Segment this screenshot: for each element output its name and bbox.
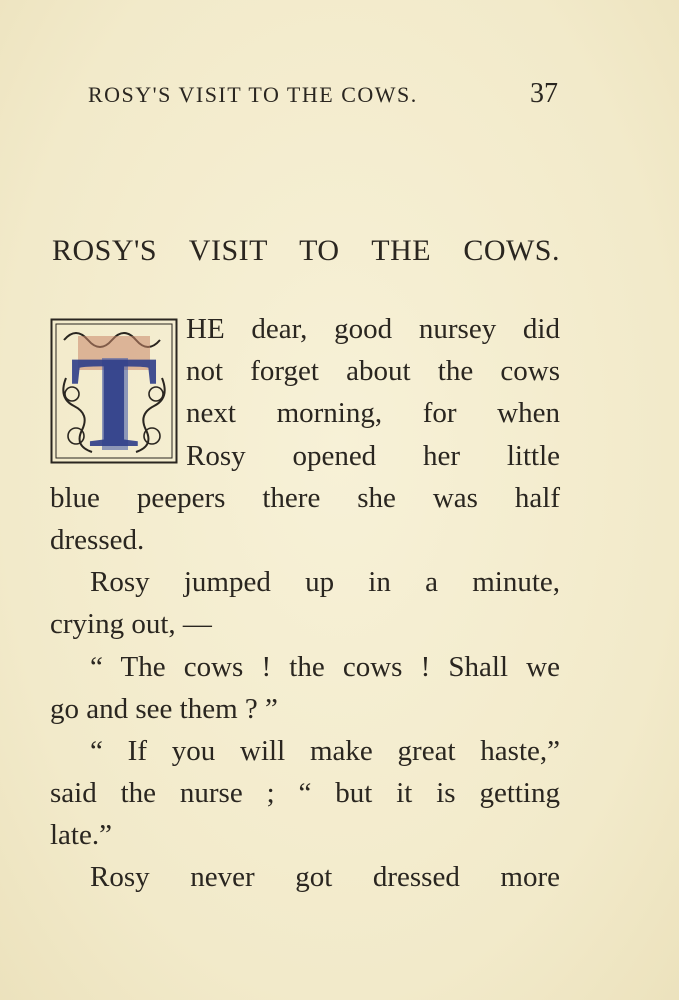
text-line: “ The cows ! the cows ! Shall we bbox=[90, 650, 560, 683]
drop-cap-letter: T bbox=[69, 328, 159, 464]
text-line: crying out, — bbox=[50, 608, 212, 641]
text-line: blue peepers there she was half bbox=[50, 481, 560, 514]
running-head-title: ROSY'S VISIT TO THE COWS. bbox=[88, 82, 418, 107]
text-line: Rosy jumped up in a minute, bbox=[90, 566, 560, 599]
text-line: not forget about the cows bbox=[186, 355, 560, 388]
text-line: said the nurse ; “ but it is getting bbox=[50, 777, 560, 810]
chapter-title: ROSY'S VISIT TO THE COWS. bbox=[52, 234, 560, 267]
text-line: next morning, for when bbox=[186, 397, 560, 430]
body-text bbox=[50, 308, 560, 899]
running-head bbox=[88, 78, 558, 110]
text-line: “ If you will make great haste,” bbox=[90, 734, 560, 767]
text-line: dressed. bbox=[50, 523, 145, 556]
text-line: HE dear, good nursey did bbox=[186, 313, 560, 345]
page-number: 37 bbox=[530, 78, 558, 109]
text-line: Rosy never got dressed more bbox=[90, 861, 560, 894]
text-line: late.” bbox=[50, 819, 112, 852]
text-line: Rosy opened her little bbox=[186, 439, 560, 472]
text-line: go and see them ? ” bbox=[50, 692, 278, 725]
